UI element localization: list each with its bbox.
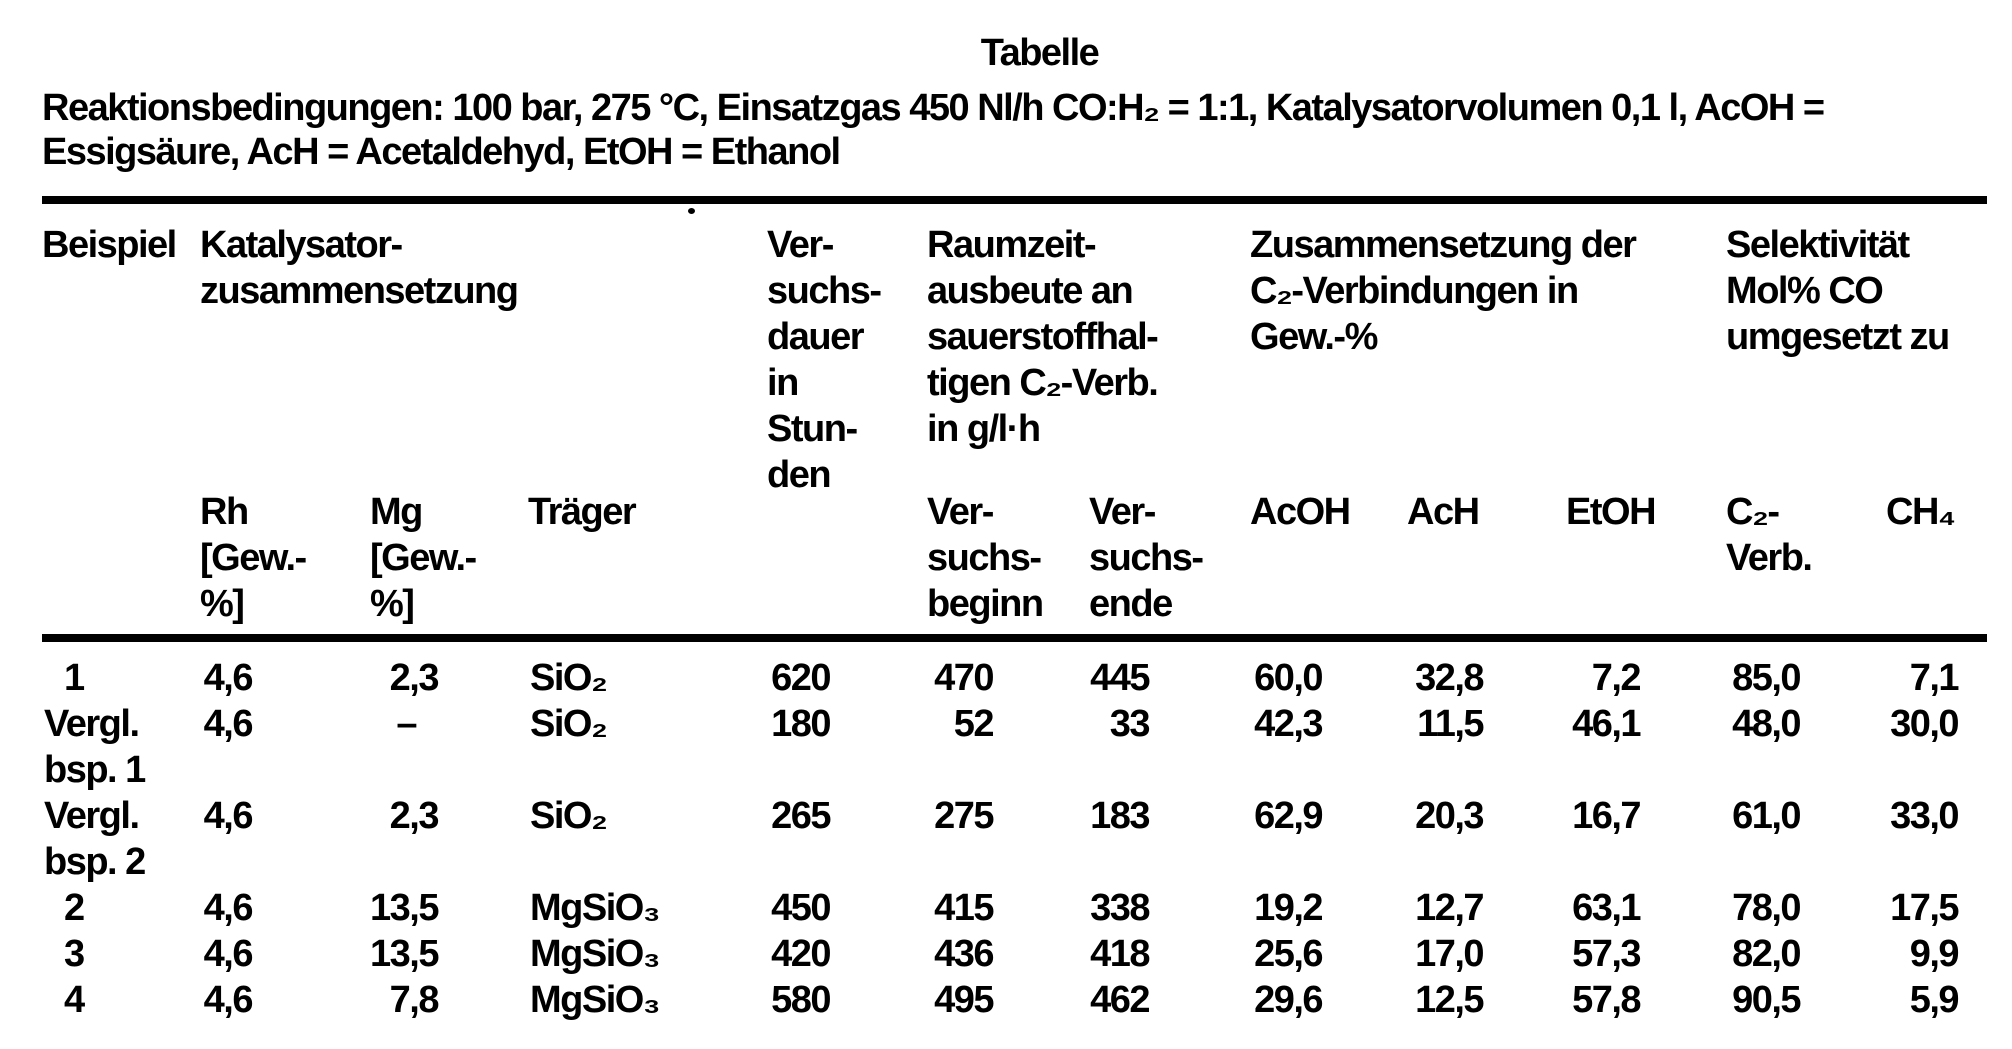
value-cell: 450 bbox=[771, 887, 831, 929]
value-cell: 48,0 bbox=[1732, 703, 1801, 745]
table-row bbox=[42, 638, 1987, 701]
value-cell: 275 bbox=[934, 795, 994, 837]
scan-artifact-dot bbox=[688, 208, 695, 214]
value-cell: 580 bbox=[771, 979, 831, 1021]
value-cell: 5,9 bbox=[1909, 979, 1959, 1021]
value-cell: 12,7 bbox=[1415, 887, 1484, 929]
value-cell: 445 bbox=[1090, 657, 1150, 699]
beispiel-cell: 4 bbox=[64, 979, 84, 1021]
reaction-conditions-line-1: Reaktionsbedingungen: 100 bar, 275 °C, Einsatzgas 450 Nl/h CO:H₂ = 1:1, Katalysatorvolumen 0,1 l, AcOH = bbox=[42, 87, 1824, 129]
value-cell: 12,5 bbox=[1415, 979, 1484, 1021]
value-cell: SiO₂ bbox=[530, 657, 607, 699]
value-cell: 7,2 bbox=[1591, 657, 1641, 699]
sub-header-ach: AcH bbox=[1407, 487, 1566, 638]
value-cell: 265 bbox=[771, 795, 831, 837]
value-cell: 30,0 bbox=[1890, 703, 1959, 745]
value-cell: 85,0 bbox=[1732, 657, 1801, 699]
page-title: Tabelle bbox=[980, 32, 1099, 74]
value-cell: SiO₂ bbox=[530, 703, 607, 745]
value-cell: SiO₂ bbox=[530, 795, 607, 837]
value-cell: 90,5 bbox=[1732, 979, 1801, 1021]
value-cell: 4,6 bbox=[203, 933, 252, 975]
beispiel-cell: 2 bbox=[64, 887, 84, 929]
value-cell: 46,1 bbox=[1572, 703, 1641, 745]
beispiel-cell: Vergl. bsp. 1 bbox=[44, 703, 145, 791]
value-cell: 338 bbox=[1090, 887, 1150, 929]
value-cell: 57,3 bbox=[1572, 933, 1641, 975]
value-cell: MgSiO₃ bbox=[530, 887, 659, 929]
table-header bbox=[42, 200, 1987, 638]
value-cell: 42,3 bbox=[1254, 703, 1323, 745]
table-row bbox=[42, 885, 1987, 931]
col-header-beispiel: Beispiel bbox=[42, 200, 200, 638]
value-cell: 17,0 bbox=[1415, 933, 1484, 975]
sub-header-versuchsbeginn: Ver- suchs- beginn bbox=[927, 487, 1089, 638]
value-cell: 25,6 bbox=[1254, 933, 1323, 975]
value-cell: 7,1 bbox=[1909, 657, 1959, 699]
value-cell: MgSiO₃ bbox=[530, 979, 659, 1021]
value-cell: 495 bbox=[934, 979, 994, 1021]
value-cell: 13,5 bbox=[370, 933, 438, 975]
table-row bbox=[42, 701, 1987, 793]
value-cell: – bbox=[396, 703, 416, 745]
value-cell: 420 bbox=[771, 933, 831, 975]
sub-header-traeger: Träger bbox=[528, 487, 767, 638]
value-cell: 9,9 bbox=[1909, 933, 1959, 975]
table-body bbox=[42, 638, 1987, 1023]
beispiel-cell: 1 bbox=[64, 657, 84, 699]
value-cell: 78,0 bbox=[1732, 887, 1801, 929]
col-header-zusammensetzung-c2: Zusammensetzung der C₂-Verbindungen in Gew.-% bbox=[1250, 224, 1636, 358]
table-header-sub-row bbox=[42, 487, 1987, 638]
value-cell: 82,0 bbox=[1732, 933, 1801, 975]
value-cell: 180 bbox=[771, 703, 831, 745]
beispiel-cell: Vergl. bsp. 2 bbox=[44, 795, 145, 883]
reaction-conditions bbox=[42, 86, 1985, 174]
value-cell: 33,0 bbox=[1890, 795, 1959, 837]
value-cell: 17,5 bbox=[1890, 887, 1959, 929]
value-cell: 183 bbox=[1090, 795, 1150, 837]
sub-header-mg: Mg [Gew.- %] bbox=[370, 487, 528, 638]
col-header-selektivitaet: Selektivität Mol% CO umgesetzt zu bbox=[1726, 224, 1949, 358]
value-cell: 436 bbox=[934, 933, 994, 975]
sub-header-versuchsende: Ver- suchs- ende bbox=[1089, 487, 1250, 638]
sub-header-acoh: AcOH bbox=[1250, 487, 1407, 638]
value-cell: 13,5 bbox=[370, 887, 438, 929]
value-cell: 11,5 bbox=[1417, 703, 1484, 745]
value-cell: 415 bbox=[934, 887, 994, 929]
value-cell: 418 bbox=[1090, 933, 1150, 975]
value-cell: 620 bbox=[771, 657, 831, 699]
value-cell: 52 bbox=[953, 703, 994, 745]
table-row bbox=[42, 793, 1987, 885]
value-cell: 2,3 bbox=[389, 657, 438, 699]
value-cell: 4,6 bbox=[203, 703, 252, 745]
value-cell: 63,1 bbox=[1572, 887, 1641, 929]
value-cell: 4,6 bbox=[203, 979, 252, 1021]
value-cell: 19,2 bbox=[1254, 887, 1323, 929]
value-cell: 4,6 bbox=[203, 657, 252, 699]
value-cell: 29,6 bbox=[1254, 979, 1323, 1021]
col-header-raumzeitausbeute: Raumzeit- ausbeute an sauerstoffhal- tigen C₂-Verb. in g/l·h bbox=[927, 224, 1158, 450]
value-cell: 32,8 bbox=[1415, 657, 1484, 699]
value-cell: 20,3 bbox=[1415, 795, 1484, 837]
sub-header-rh: Rh [Gew.- %] bbox=[200, 487, 370, 638]
value-cell: 462 bbox=[1090, 979, 1150, 1021]
beispiel-cell: 3 bbox=[64, 933, 84, 975]
value-cell: 4,6 bbox=[203, 795, 252, 837]
value-cell: 62,9 bbox=[1254, 795, 1323, 837]
table-row bbox=[42, 977, 1987, 1023]
value-cell: 470 bbox=[934, 657, 994, 699]
sub-header-etoh: EtOH bbox=[1566, 487, 1726, 638]
value-cell: 33 bbox=[1109, 703, 1150, 745]
value-cell: 60,0 bbox=[1254, 657, 1323, 699]
reaction-conditions-line-2: Essigsäure, AcH = Acetaldehyd, EtOH = Ethanol bbox=[42, 131, 840, 173]
table-header-group-row bbox=[42, 200, 1987, 487]
col-header-katalysatorzusammensetzung: Katalysator- zusammensetzung bbox=[200, 224, 518, 312]
results-table bbox=[42, 196, 1987, 1023]
value-cell: 4,6 bbox=[203, 887, 252, 929]
sub-header-ch4: CH₄ bbox=[1886, 487, 1987, 638]
value-cell: 57,8 bbox=[1572, 979, 1641, 1021]
value-cell: 2,3 bbox=[389, 795, 438, 837]
table-row bbox=[42, 931, 1987, 977]
value-cell: 16,7 bbox=[1572, 795, 1641, 837]
col-header-versuchsdauer: Ver- suchs- dauer in Stun- den bbox=[767, 200, 927, 638]
value-cell: 61,0 bbox=[1732, 795, 1801, 837]
value-cell: MgSiO₃ bbox=[530, 933, 659, 975]
value-cell: 7,8 bbox=[389, 979, 438, 1021]
sub-header-c2-verb: C₂- Verb. bbox=[1726, 487, 1886, 638]
